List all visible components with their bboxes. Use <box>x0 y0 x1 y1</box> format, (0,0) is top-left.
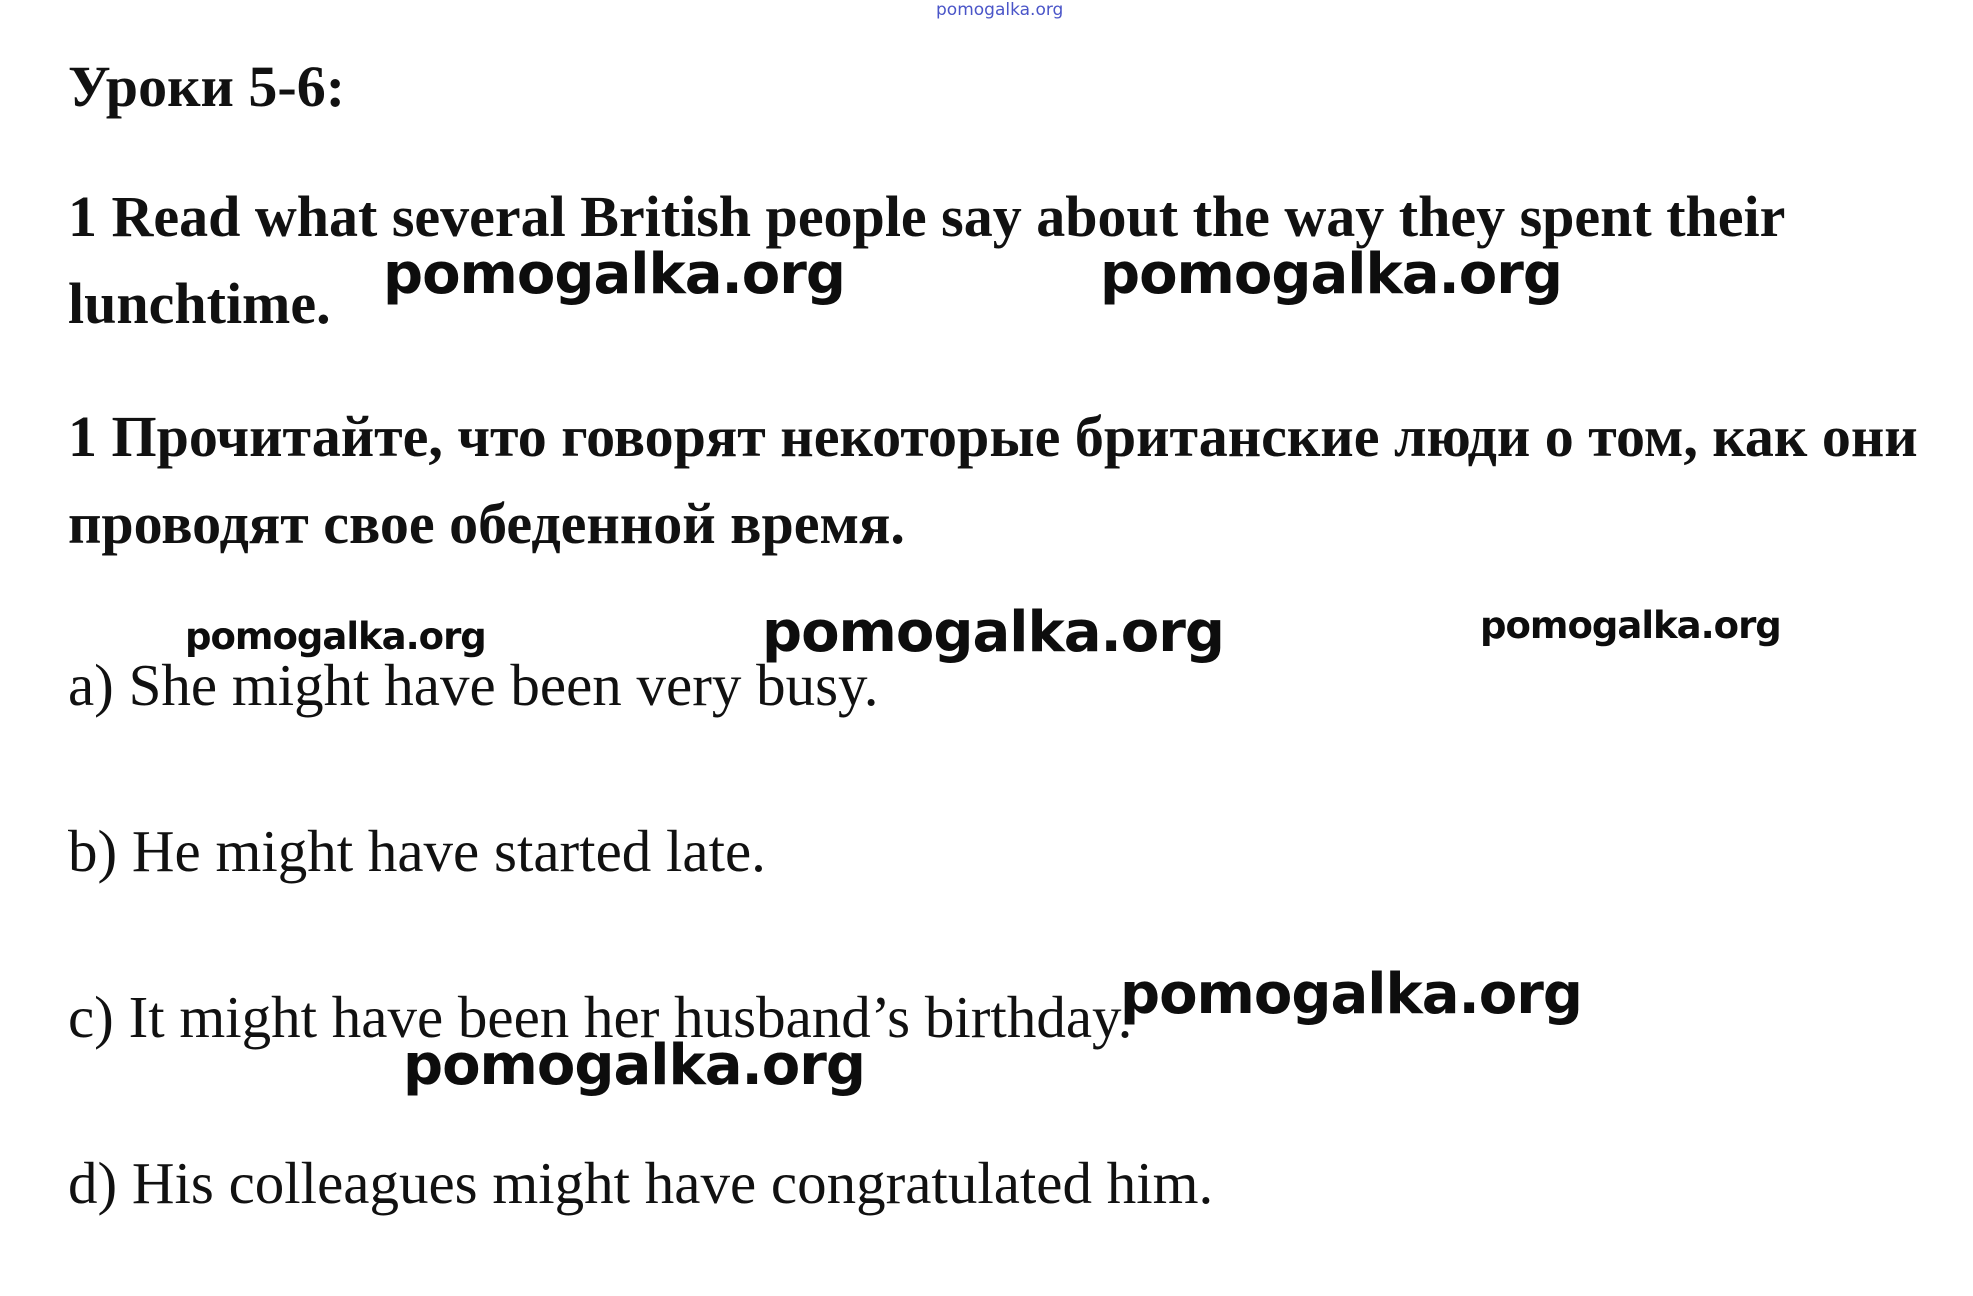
watermark-7: pomogalka.org <box>403 1033 865 1098</box>
task-english: 1 Read what several British people say about the way they spent their lunchtime. <box>68 184 1785 336</box>
watermark-5: pomogalka.org <box>1480 604 1781 647</box>
answer-c: c) It might have been her husband’s birthday. <box>68 984 1133 1050</box>
task-russian: 1 Прочитайте, что говорят некоторые британские люди о том, как они проводят свое обеденной время. <box>68 404 1918 556</box>
watermark-top: pomogalka.org <box>936 0 1064 20</box>
answer-a: a) She might have been very busy. <box>68 652 879 718</box>
watermark-2: pomogalka.org <box>1100 242 1562 307</box>
watermark-4: pomogalka.org <box>762 600 1224 665</box>
page-title: Уроки 5-6: <box>68 54 346 119</box>
watermark-6: pomogalka.org <box>1120 962 1582 1027</box>
watermark-1: pomogalka.org <box>383 242 845 307</box>
answer-b: b) He might have started late. <box>68 818 766 884</box>
watermark-3: pomogalka.org <box>185 615 486 658</box>
answer-d: d) His colleagues might have congratulated him. <box>68 1150 1214 1216</box>
